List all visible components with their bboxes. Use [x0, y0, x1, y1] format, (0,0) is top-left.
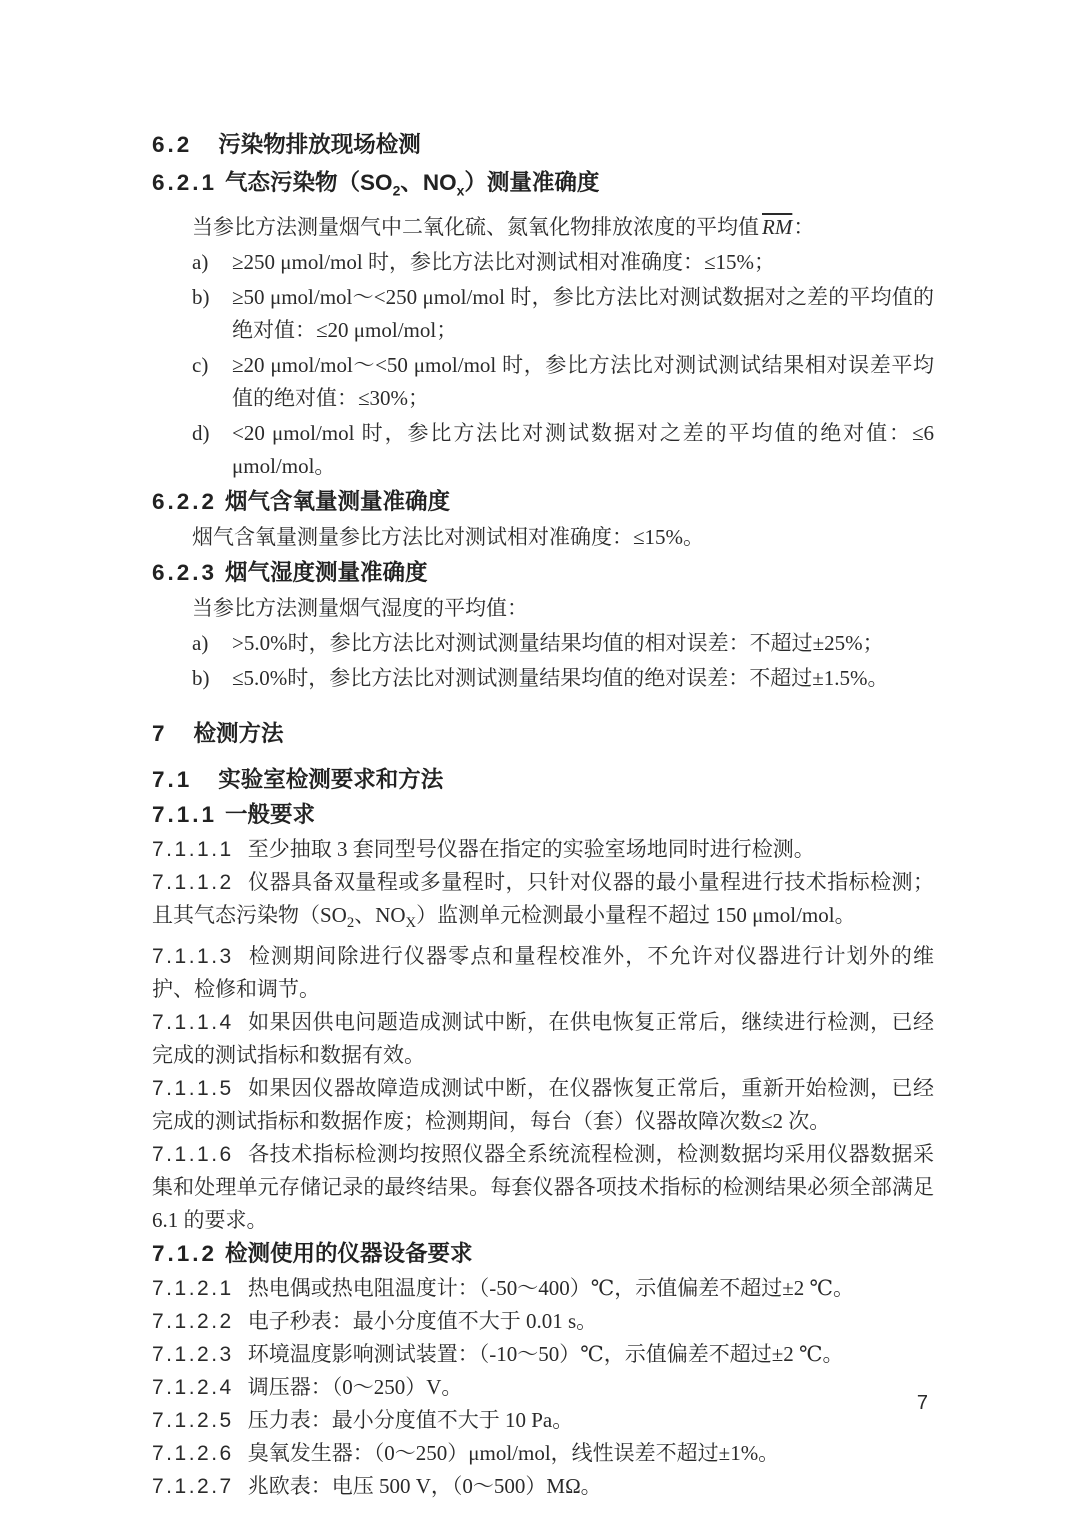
list-623: [152, 627, 934, 695]
heading-6-2-2: [152, 487, 934, 517]
clause-number: 7.1.1.5: [152, 1076, 234, 1100]
list-621: [152, 246, 934, 483]
section-number: 6.2.2: [152, 488, 218, 514]
clause-7-1-1-5: [152, 1072, 934, 1138]
heading-7: [152, 719, 934, 749]
clause-text: 热电偶或热电阻温度计：（-50～400）℃，示值偏差不超过±2 ℃。: [247, 1275, 854, 1300]
list-item: [192, 627, 934, 660]
clause-text: 如果因供电问题造成测试中断，在供电恢复正常后，继续进行检测，已经完成的测试指标和数据有效。: [152, 1009, 934, 1067]
clause-number: 7.1.2.2: [152, 1309, 234, 1333]
subscript: x: [456, 182, 465, 199]
heading-7-1: [152, 765, 934, 795]
list-marker: b): [192, 665, 210, 690]
section-number: 6.2.3: [152, 559, 218, 585]
section-title: 污染物排放现场检测: [218, 132, 421, 157]
rm-mean-symbol: $\overline{RM}$: [762, 214, 793, 239]
section-title: 一般要求: [225, 801, 316, 827]
section-title: 检测方法: [193, 720, 284, 746]
heading-6-2-3: [152, 558, 934, 588]
section-number: 7.1.1: [152, 801, 218, 827]
section-title: 检测使用的仪器设备要求: [225, 1240, 473, 1266]
list-item-text: >5.0%时，参比方法比对测试测量结果均值的相对误差：不超过±25%；: [232, 630, 884, 655]
list-item: [192, 281, 934, 347]
clause-text: 如果因仪器故障造成测试中断，在仪器恢复正常后，重新开始检测，已经完成的测试指标和数据作废；检测期间，每台（套）仪器故障次数≤2 次。: [152, 1075, 934, 1133]
clause-7-1-1-2: [152, 866, 934, 940]
clause-7-1-2-6: [152, 1437, 934, 1470]
clause-text: 兆欧表：电压 500 V，（0～500）MΩ。: [247, 1473, 602, 1498]
section-number: 7.1.2: [152, 1240, 218, 1266]
clause-number: 7.1.2.4: [152, 1375, 234, 1399]
list-item: [192, 662, 934, 695]
clause-7-1-1-6: [152, 1138, 934, 1237]
clause-text: 电子秒表：最小分度值不大于 0.01 s。: [247, 1308, 598, 1333]
clause-7-1-2-1: [152, 1272, 934, 1305]
list-item-text: ≥250 μmol/mol 时，参比方法比对测试相对准确度：≤15%；: [232, 249, 775, 274]
clause-number: 7.1.2.1: [152, 1276, 234, 1300]
clause-text: 环境温度影响测试装置：（-10～50）℃，示值偏差不超过±2 ℃。: [247, 1341, 844, 1366]
clause-7-1-2-4: [152, 1371, 934, 1404]
clause-number: 7.1.1.6: [152, 1142, 234, 1166]
section-number: 6.2: [152, 132, 193, 157]
list-item: [192, 246, 934, 279]
list-item-text: ≥50 μmol/mol～<250 μmol/mol 时，参比方法比对测试数据对之差的平均值的绝对值：≤20 μmol/mol；: [232, 284, 934, 342]
para-621-intro: 当参比方法测量烟气中二氧化硫、氮氧化物排放浓度的平均值 $\overline{RM}$：: [192, 214, 815, 239]
heading-6-2: [152, 130, 934, 160]
clause-7-1-2-3: [152, 1338, 934, 1371]
list-marker: a): [192, 249, 209, 274]
list-marker: c): [192, 352, 209, 377]
heading-6-2-1: [152, 168, 934, 206]
section-number: 6.2.1: [152, 170, 218, 195]
clause-7-1-2-2: [152, 1305, 934, 1338]
page-number: 7: [916, 1392, 928, 1414]
section-number: 7.1: [152, 766, 193, 792]
clause-text: 臭氧发生器：（0～250）μmol/mol，线性误差不超过±1%。: [247, 1440, 780, 1465]
clause-text: 仪器具备双量程或多量程时，只针对仪器的最小量程进行技术指标检测；且其气态污染物（$SO_2$、$NO_X$）监测单元检测最小量程不超过 150 μmol/mol。: [152, 869, 934, 931]
para-623-intro: 当参比方法测量烟气湿度的平均值：: [192, 595, 528, 620]
subscript: 2: [392, 182, 401, 199]
list-item-text: <20 μmol/mol 时，参比方法比对测试数据对之差的平均值的绝对值：≤6 μmol/mol。: [232, 420, 934, 478]
section-title: 实验室检测要求和方法: [218, 766, 444, 792]
clause-number: 7.1.2.7: [152, 1474, 234, 1498]
clause-text: 调压器：（0～250）V。: [247, 1374, 463, 1399]
clause-number: 7.1.2.3: [152, 1342, 234, 1366]
clause-text: 压力表：最小分度值不大于 10 Pa。: [247, 1407, 574, 1432]
heading-7-1-2: [152, 1239, 934, 1269]
list-marker: b): [192, 284, 210, 309]
clause-7-1-2-5: [152, 1404, 934, 1437]
subscript: 2: [346, 914, 355, 931]
clause-text: 检测期间除进行仪器零点和量程校准外，不允许对仪器进行计划外的维护、检修和调节。: [152, 943, 934, 1001]
para-622-body: 烟气含氧量测量参比方法比对测试相对准确度：≤15%。: [192, 524, 705, 549]
clause-7-1-1-3: [152, 940, 934, 1006]
section-title: 气态污染物（$SO_2$、$NO_x$）测量准确度: [225, 170, 600, 199]
subscript: X: [405, 914, 417, 931]
section-title: 烟气湿度测量准确度: [225, 559, 428, 585]
section-number: 7: [152, 720, 168, 746]
clause-number: 7.1.2.6: [152, 1441, 234, 1465]
clause-number: 7.1.1.2: [152, 870, 234, 894]
clause-number: 7.1.1.4: [152, 1010, 234, 1034]
list-item: [192, 417, 934, 483]
clause-number: 7.1.2.5: [152, 1408, 234, 1432]
clause-7-1-1-1: [152, 833, 934, 866]
heading-7-1-1: [152, 800, 934, 830]
section-title: 烟气含氧量测量准确度: [225, 488, 451, 514]
clause-text: 各技术指标检测均按照仪器全系统流程检测，检测数据均采用仪器数据采集和处理单元存储记录的最终结果。每套仪器各项技术指标的检测结果必须全部满足 6.1 的要求。: [152, 1141, 934, 1232]
list-item-text: ≥20 μmol/mol～<50 μmol/mol 时，参比方法比对测试测试结果相对误差平均值的绝对值：≤30%；: [232, 352, 934, 410]
list-item-text: ≤5.0%时，参比方法比对测试测量结果均值的绝对误差：不超过±1.5%。: [232, 665, 889, 690]
clause-7-1-1-4: [152, 1006, 934, 1072]
clause-number: 7.1.1.1: [152, 837, 234, 861]
clause-text: 至少抽取 3 套同型号仪器在指定的实验室场地同时进行检测。: [247, 836, 815, 861]
list-item: [192, 349, 934, 415]
clause-7-1-2-7: [152, 1470, 934, 1503]
list-marker: d): [192, 420, 210, 445]
list-marker: a): [192, 630, 209, 655]
clause-number: 7.1.1.3: [152, 944, 234, 968]
